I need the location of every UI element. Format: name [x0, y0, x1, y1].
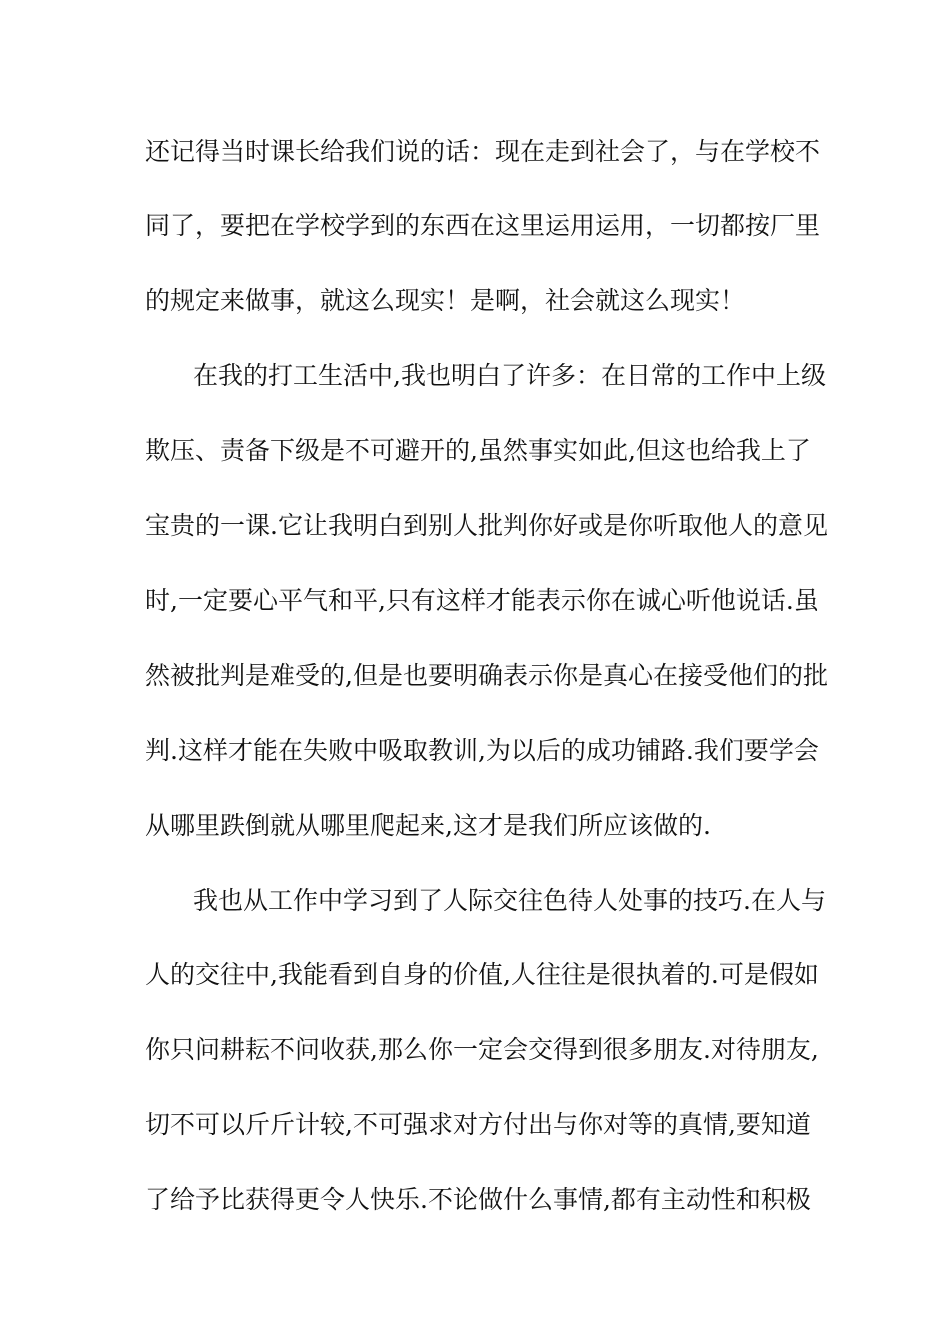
text-line: 还记得当时课长给我们说的话：现在走到社会了，与在学校不	[145, 137, 821, 166]
text-line: 判.这样才能在失败中吸取教训,为以后的成功铺路.我们要学会	[145, 736, 819, 765]
text-line: 然被批判是难受的,但是也要明确表示你是真心在接受他们的批	[145, 661, 828, 690]
text-line: 同了，要把在学校学到的东西在这里运用运用，一切都按厂里	[145, 211, 821, 240]
text-line: 时,一定要心平气和平,只有这样才能表示你在诚心听他说话.虽	[145, 586, 819, 615]
text-line: 从哪里跌倒就从哪里爬起来,这才是我们所应该做的.	[145, 811, 711, 840]
paragraph-first-line: 在我的打工生活中,我也明白了许多：在日常的工作中上级	[193, 361, 826, 390]
text-line: 的规定来做事，就这么现实！是啊，社会就这么现实！	[145, 286, 746, 315]
text-line: 你只问耕耘不问收获,那么你一定会交得到很多朋友.对待朋友,	[145, 1035, 819, 1064]
paragraph-first-line: 我也从工作中学习到了人际交往色待人处事的技巧.在人与	[193, 886, 826, 915]
text-line: 宝贵的一课.它让我明白到别人批判你好或是你听取他人的意见	[145, 511, 828, 540]
text-line: 切不可以斤斤计较,不可强求对方付出与你对等的真情,要知道	[145, 1110, 811, 1139]
text-line: 欺压、责备下级是不可避开的,虽然事实如此,但这也给我上了	[145, 436, 811, 465]
text-line: 了给予比获得更令人快乐.不论做什么事情,都有主动性和积极	[145, 1185, 811, 1214]
text-line: 人的交往中,我能看到自身的价值,人往往是很执着的.可是假如	[145, 960, 819, 989]
